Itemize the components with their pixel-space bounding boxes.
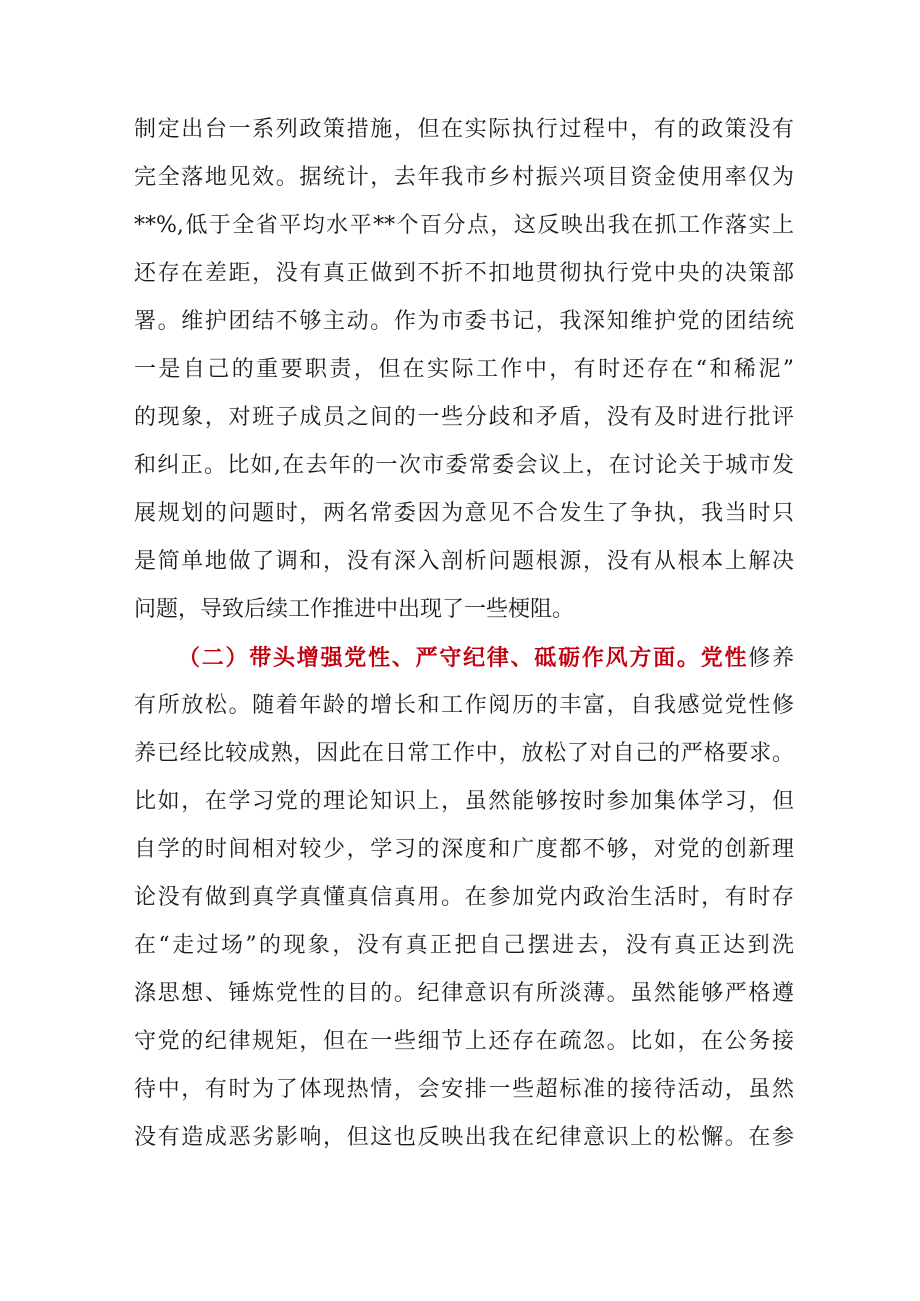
paragraph-1 bbox=[134, 106, 794, 634]
text-line: 论没有做到真学真懂真信真用。在参加党内政治生活时，有时存 bbox=[134, 885, 794, 910]
text-line: 待中，有时为了体现热情，会安排一些超标准的接待活动，虽然 bbox=[134, 1077, 794, 1102]
paragraph-2 bbox=[134, 634, 794, 1162]
text-line: 还存在差距，没有真正做到不折不扣地贯彻执行党中央的决策部 bbox=[134, 261, 794, 286]
text-line: **%,低于全省平均水平**个百分点，这反映出我在抓工作落实上 bbox=[134, 213, 794, 238]
text-run: 修养 bbox=[748, 646, 794, 671]
section-heading: （二）带头增强党性、严守纪律、砥砺作风方面。 bbox=[178, 645, 701, 671]
text-line: 问题，导致后续工作推进中出现了一些梗阻。 bbox=[134, 597, 575, 622]
text-line: 的现象，对班子成员之间的一些分歧和矛盾，没有及时进行批评 bbox=[134, 405, 794, 430]
text-line: 和纠正。比如,在去年的一次市委常委会议上，在讨论关于城市发 bbox=[134, 453, 794, 478]
text-line: 一是自己的重要职责，但在实际工作中，有时还存在“和稀泥” bbox=[134, 357, 794, 382]
text-line: 自学的时间相对较少，学习的深度和广度都不够，对党的创新理 bbox=[134, 837, 794, 862]
subsection-heading: 党性 bbox=[700, 645, 749, 671]
text-line: 有所放松。随着年龄的增长和工作阅历的丰富，自我感觉党性修 bbox=[134, 693, 794, 718]
text-line: 没有造成恶劣影响，但这也反映出我在纪律意识上的松懈。在参 bbox=[134, 1125, 794, 1150]
text-line: 完全落地见效。据统计，去年我市乡村振兴项目资金使用率仅为 bbox=[134, 165, 794, 190]
text-line: 在“走过场”的现象，没有真正把自己摆进去，没有真正达到洗 bbox=[134, 933, 794, 958]
text-line: 制定出台一系列政策措施，但在实际执行过程中，有的政策没有 bbox=[134, 117, 794, 142]
text-line: 涤思想、锤炼党性的目的。纪律意识有所淡薄。虽然能够严格遵 bbox=[134, 981, 794, 1006]
body-text bbox=[134, 106, 794, 1162]
text-line: 守党的纪律规矩，但在一些细节上还存在疏忽。比如，在公务接 bbox=[134, 1029, 794, 1054]
text-line: 署。维护团结不够主动。作为市委书记，我深知维护党的团结统 bbox=[134, 309, 794, 334]
text-line: 是简单地做了调和，没有深入剖析问题根源，没有从根本上解决 bbox=[134, 549, 794, 574]
section-heading-line bbox=[134, 634, 794, 682]
text-line: 比如，在学习党的理论知识上，虽然能够按时参加集体学习，但 bbox=[134, 789, 794, 814]
text-line: 展规划的问题时，两名常委因为意见不合发生了争执，我当时只 bbox=[134, 501, 794, 526]
text-line: 养已经比较成熟，因此在日常工作中，放松了对自己的严格要求。 bbox=[134, 741, 794, 766]
